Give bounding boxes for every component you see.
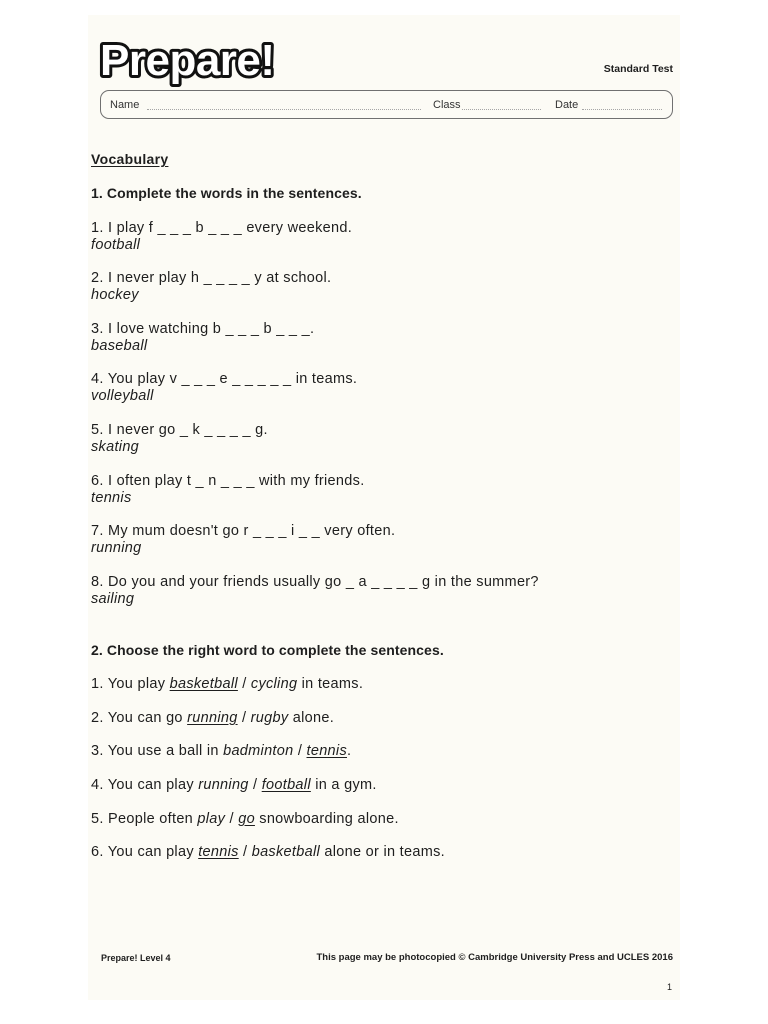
exercise1-answer: running [91, 540, 142, 556]
exercise1-answer: hockey [91, 287, 139, 303]
exercise2-suffix: alone. [288, 710, 335, 726]
exercise1-sentence: 4. You play v _ _ _ e _ _ _ _ _ in teams. [91, 371, 358, 387]
exercise1-item [91, 523, 395, 557]
exercise2-suffix: alone or in teams. [320, 844, 445, 860]
exercise2-item [91, 777, 377, 794]
exercise1-sentence: 5. I never go _ k _ _ _ _ g. [91, 422, 268, 438]
exercise1-answer: football [91, 237, 141, 253]
exercise1-answer: tennis [91, 490, 132, 506]
exercise2-item [91, 710, 334, 727]
exercise2-option: basketball [251, 844, 320, 860]
exercise2-prefix: 6. You can play [91, 844, 199, 860]
date-line [582, 109, 662, 110]
exercise2-option: basketball [169, 676, 238, 692]
logo-text: Prepare! [100, 36, 275, 85]
exercise2-option: cycling [250, 676, 298, 692]
exercise2-option: rugby [250, 710, 289, 726]
exercise2-option: tennis [306, 743, 347, 759]
option-separator: / [248, 777, 262, 793]
exercise2-suffix: in teams. [297, 676, 364, 692]
exercise2-heading: 2. Choose the right word to complete the sentences. [91, 642, 444, 658]
exercise2-item [91, 844, 445, 861]
option-separator: / [225, 811, 239, 827]
option-separator: / [237, 710, 251, 726]
date-label: Date [555, 99, 579, 111]
exercise2-suffix: . [347, 743, 352, 759]
footer-copyright: This page may be photocopied © Cambridge University Press and UCLES 2016 [316, 952, 673, 963]
exercise1-item [91, 270, 331, 304]
footer-level: Prepare! Level 4 [101, 953, 171, 963]
exercise2-option: go [238, 811, 255, 827]
exercise1-sentence: 2. I never play h _ _ _ _ y at school. [91, 270, 332, 286]
exercise1-sentence: 3. I love watching b _ _ _ b _ _ _. [91, 321, 315, 337]
exercise1-answer: baseball [91, 338, 148, 354]
page-number: 1 [666, 982, 672, 992]
exercise1-answer: sailing [91, 591, 135, 607]
test-type-label: Standard Test [603, 63, 673, 75]
exercise2-option: football [261, 777, 311, 793]
exercise2-prefix: 4. You can play [91, 777, 199, 793]
exercise1-item [91, 321, 314, 355]
exercise1-sentence: 7. My mum doesn't go r _ _ _ i _ _ very often. [91, 523, 396, 539]
exercise1-answer: skating [91, 439, 140, 455]
exercise2-item [91, 676, 363, 693]
exercise2-prefix: 1. You play [91, 676, 170, 692]
exercise1-sentence: 6. I often play t _ n _ _ _ with my friends. [91, 473, 365, 489]
exercise1-item [91, 220, 352, 254]
option-separator: / [238, 844, 252, 860]
option-separator: / [237, 676, 251, 692]
option-separator: / [293, 743, 307, 759]
exercise2-option: running [187, 710, 238, 726]
exercise1-answer: volleyball [91, 388, 154, 404]
exercise1-sentence: 8. Do you and your friends usually go _ a _ _ _ _ g in the summer? [91, 574, 539, 590]
student-details-box [100, 90, 673, 119]
prepare-logo [96, 35, 290, 89]
exercise2-option: play [197, 811, 226, 827]
exercise1-item [91, 371, 357, 405]
exercise1-item [91, 574, 539, 608]
name-line [147, 109, 421, 110]
exercise2-suffix: in a gym. [310, 777, 377, 793]
exercise2-item [91, 743, 351, 760]
exercise1-sentence: 1. I play f _ _ _ b _ _ _ every weekend. [91, 220, 353, 236]
section-title: Vocabulary [91, 151, 169, 167]
exercise2-option: running [198, 777, 249, 793]
exercise2-item [91, 811, 399, 828]
exercise1-item [91, 422, 268, 456]
exercise2-suffix: snowboarding alone. [254, 811, 399, 827]
name-label: Name [110, 99, 140, 111]
exercise1-item [91, 473, 365, 507]
exercise2-option: tennis [198, 844, 239, 860]
exercise2-prefix: 3. You use a ball in [91, 743, 224, 759]
class-label: Class [433, 99, 461, 111]
exercise2-prefix: 2. You can go [91, 710, 188, 726]
exercise1-heading: 1. Complete the words in the sentences. [91, 185, 362, 201]
exercise2-prefix: 5. People often [91, 811, 198, 827]
exercise2-option: badminton [223, 743, 294, 759]
class-line [462, 109, 541, 110]
